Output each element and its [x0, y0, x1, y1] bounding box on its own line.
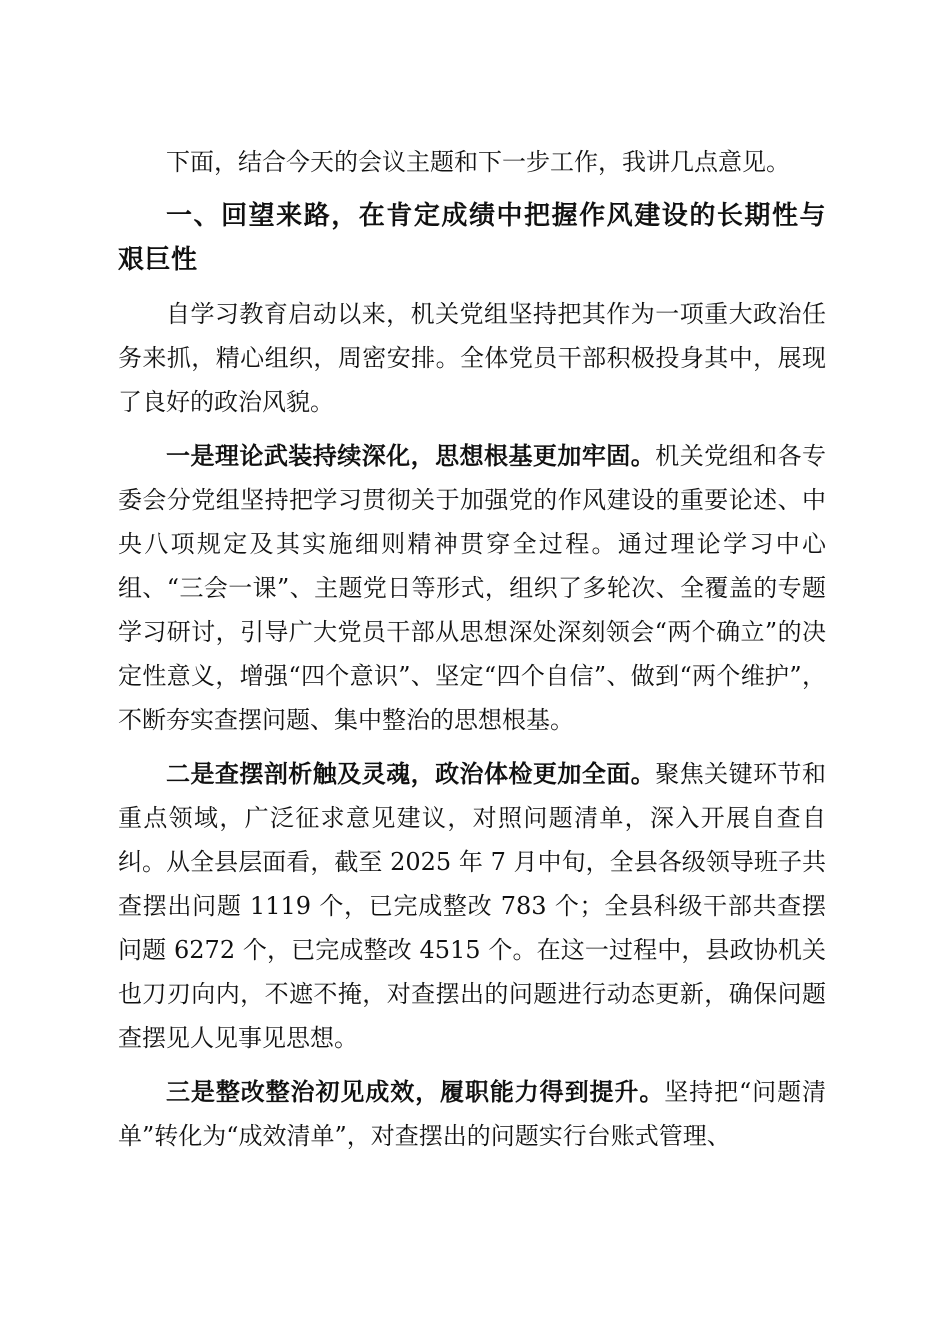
section-heading: 一、回望来路，在肯定成绩中把握作风建设的长期性与艰巨性 — [118, 201, 826, 275]
point-2-paragraph — [118, 752, 826, 1060]
document-body — [118, 140, 826, 1168]
point-2-lead: 二是查摆剖析触及灵魂，政治体检更加全面。 — [166, 759, 656, 788]
intro-paragraph: 下面，结合今天的会议主题和下一步工作，我讲几点意见。 — [166, 148, 790, 176]
point-3-paragraph — [118, 1070, 826, 1158]
paragraph-1: 自学习教育启动以来，机关党组坚持把其作为一项重大政治任务来抓，精心组织，周密安排。全体党员干部积极投身其中，展现了良好的政治风貌。 — [118, 300, 826, 416]
point-1-body: 机关党组和各专委会分党组坚持把学习贯彻关于加强党的作风建设的重要论述、中央八项规定及其实施细则精神贯穿全过程。通过理论学习中心组、“三会一课”、主题党日等形式，组织了多轮次、全覆盖的专题学习研讨，引导广大党员干部从思想深处深刻领会“两个确立”的决定性意义，增强“四个意识”、坚定“四个自信”、做到“两个维护”，不断夯实查摆问题、集中整治的思想根基。 — [118, 442, 827, 734]
point-2-body: 聚焦关键环节和重点领域，广泛征求意见建议，对照问题清单，深入开展自查自纠。从全县层面看，截至 2025 年 7 月中旬，全县各级领导班子共查摆出问题 1119 个，已完成整改 783 个；全县科级干部共查摆问题 6272 个，已完成整改 4515 个。在这一过程中，县政协机关也刀刃向内，不遮不掩，对查摆出的问题进行动态更新，确保问题查摆见人见事见思想。 — [118, 760, 827, 1052]
point-1-paragraph — [118, 434, 826, 742]
point-1-lead: 一是理论武装持续深化，思想根基更加牢固。 — [166, 441, 656, 470]
point-3-lead: 三是整改整治初见成效，履职能力得到提升。 — [166, 1077, 665, 1106]
point-3-body: 坚持把“问题清单”转化为“成效清单”，对查摆出的问题实行台账式管理、 — [118, 1078, 826, 1150]
